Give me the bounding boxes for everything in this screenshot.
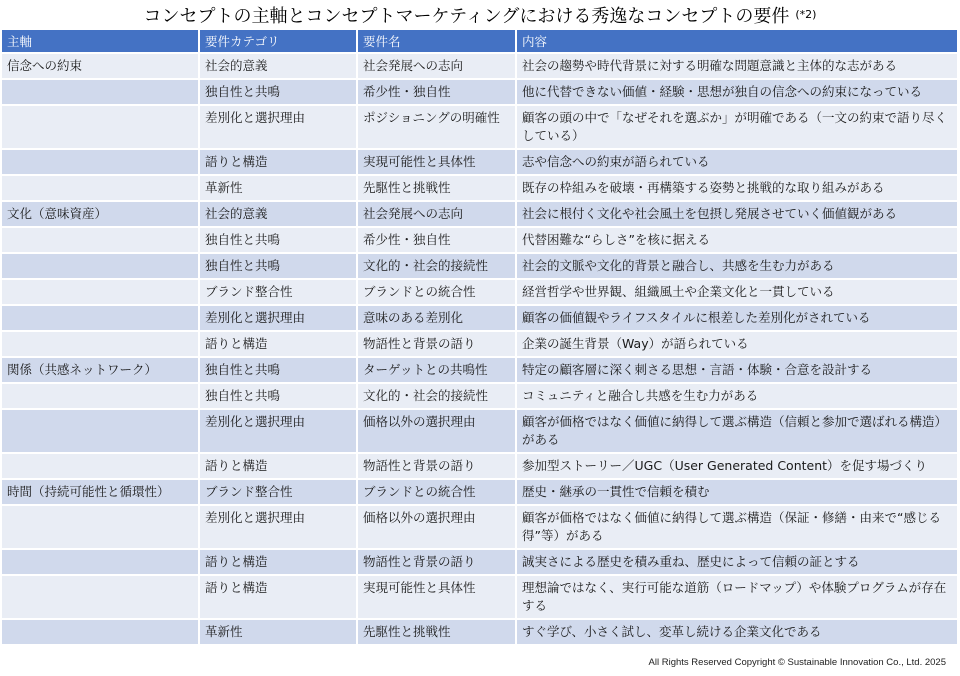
row-content-cell: 顧客の頭の中で「なぜそれを選ぶか」が明確である（一文の約束で語り尽くしている） bbox=[516, 105, 958, 149]
row-category-cell: 革新性 bbox=[199, 619, 357, 645]
row-content-cell: 顧客が価格ではなく価値に納得して選ぶ構造（信頼と参加で選ばれる構造）がある bbox=[516, 409, 958, 453]
page-title bbox=[0, 3, 960, 29]
table-row bbox=[2, 453, 958, 479]
row-requirement-cell: ブランドとの統合性 bbox=[357, 479, 516, 505]
title-footnote-mark: (*2) bbox=[795, 8, 817, 21]
row-content-cell: すぐ学び、小さく試し、変革し続ける企業文化である bbox=[516, 619, 958, 645]
table-row bbox=[2, 549, 958, 575]
row-category-cell: 差別化と選択理由 bbox=[199, 305, 357, 331]
row-category-cell: 社会的意義 bbox=[199, 53, 357, 79]
row-content-cell: 誠実さによる歴史を積み重ね、歴史によって信頼の証とする bbox=[516, 549, 958, 575]
row-requirement-cell: ブランドとの統合性 bbox=[357, 279, 516, 305]
header-axis: 主軸 bbox=[2, 30, 199, 53]
row-category-cell: 語りと構造 bbox=[199, 549, 357, 575]
row-content-cell: 歴史・継承の一貫性で信頼を積む bbox=[516, 479, 958, 505]
row-axis-cell: 時間（持続可能性と循環性） bbox=[2, 479, 199, 505]
row-axis-cell: 文化（意味資産） bbox=[2, 201, 199, 227]
table-row bbox=[2, 175, 958, 201]
table-row bbox=[2, 383, 958, 409]
row-content-cell: コミュニティと融合し共感を生む力がある bbox=[516, 383, 958, 409]
row-axis-cell bbox=[2, 619, 199, 645]
row-content-cell: 他に代替できない価値・経験・思想が独自の信念への約束になっている bbox=[516, 79, 958, 105]
row-category-cell: 独自性と共鳴 bbox=[199, 79, 357, 105]
row-axis-cell bbox=[2, 575, 199, 619]
header-requirement: 要件名 bbox=[357, 30, 516, 53]
table-row bbox=[2, 331, 958, 357]
row-category-cell: ブランド整合性 bbox=[199, 279, 357, 305]
title-text: コンセプトの主軸とコンセプトマーケティングにおける秀逸なコンセプトの要件 bbox=[143, 6, 790, 27]
row-requirement-cell: 意味のある差別化 bbox=[357, 305, 516, 331]
row-requirement-cell: 先駆性と挑戦性 bbox=[357, 619, 516, 645]
row-axis-cell bbox=[2, 79, 199, 105]
row-category-cell: 独自性と共鳴 bbox=[199, 383, 357, 409]
table-row bbox=[2, 619, 958, 645]
row-category-cell: 語りと構造 bbox=[199, 149, 357, 175]
row-category-cell: 語りと構造 bbox=[199, 453, 357, 479]
row-content-cell: 特定の顧客層に深く刺さる思想・言語・体験・合意を設計する bbox=[516, 357, 958, 383]
row-axis-cell bbox=[2, 305, 199, 331]
row-content-cell: 企業の誕生背景（Way）が語られている bbox=[516, 331, 958, 357]
row-axis-cell: 関係（共感ネットワーク） bbox=[2, 357, 199, 383]
row-requirement-cell: 先駆性と挑戦性 bbox=[357, 175, 516, 201]
row-requirement-cell: 物語性と背景の語り bbox=[357, 453, 516, 479]
row-axis-cell bbox=[2, 331, 199, 357]
row-category-cell: 革新性 bbox=[199, 175, 357, 201]
row-axis-cell bbox=[2, 279, 199, 305]
row-axis-cell bbox=[2, 453, 199, 479]
row-requirement-cell: ポジショニングの明確性 bbox=[357, 105, 516, 149]
header-content: 内容 bbox=[516, 30, 958, 53]
row-axis-cell bbox=[2, 505, 199, 549]
row-requirement-cell: 物語性と背景の語り bbox=[357, 331, 516, 357]
row-category-cell: 語りと構造 bbox=[199, 575, 357, 619]
row-axis-cell bbox=[2, 253, 199, 279]
row-content-cell: 社会の趨勢や時代背景に対する明確な問題意識と主体的な志がある bbox=[516, 53, 958, 79]
row-requirement-cell: 価格以外の選択理由 bbox=[357, 409, 516, 453]
row-category-cell: 独自性と共鳴 bbox=[199, 227, 357, 253]
row-requirement-cell: 価格以外の選択理由 bbox=[357, 505, 516, 549]
row-category-cell: 独自性と共鳴 bbox=[199, 357, 357, 383]
row-axis-cell bbox=[2, 383, 199, 409]
row-category-cell: ブランド整合性 bbox=[199, 479, 357, 505]
row-requirement-cell: 社会発展への志向 bbox=[357, 53, 516, 79]
row-content-cell: 志や信念への約束が語られている bbox=[516, 149, 958, 175]
table-row bbox=[2, 227, 958, 253]
table-row bbox=[2, 149, 958, 175]
table-row bbox=[2, 575, 958, 619]
row-requirement-cell: 文化的・社会的接続性 bbox=[357, 383, 516, 409]
row-requirement-cell: 社会発展への志向 bbox=[357, 201, 516, 227]
copyright-notice: All Rights Reserved Copyright © Sustainable Innovation Co., Ltd. 2025 bbox=[648, 657, 946, 668]
requirements-table bbox=[2, 30, 959, 646]
row-axis-cell bbox=[2, 227, 199, 253]
row-content-cell: 経営哲学や世界観、組織風土や企業文化と一貫している bbox=[516, 279, 958, 305]
row-content-cell: 顧客の価値観やライフスタイルに根差した差別化がされている bbox=[516, 305, 958, 331]
row-content-cell: 社会的文脈や文化的背景と融合し、共感を生む力がある bbox=[516, 253, 958, 279]
table-row bbox=[2, 201, 958, 227]
row-content-cell: 社会に根付く文化や社会風土を包摂し発展させていく価値観がある bbox=[516, 201, 958, 227]
row-content-cell: 理想論ではなく、実行可能な道筋（ロードマップ）や体験プログラムが存在する bbox=[516, 575, 958, 619]
row-axis-cell bbox=[2, 409, 199, 453]
table-row bbox=[2, 253, 958, 279]
row-content-cell: 既存の枠組みを破壊・再構築する姿勢と挑戦的な取り組みがある bbox=[516, 175, 958, 201]
row-requirement-cell: 実現可能性と具体性 bbox=[357, 575, 516, 619]
row-axis-cell bbox=[2, 149, 199, 175]
row-category-cell: 差別化と選択理由 bbox=[199, 505, 357, 549]
table-row bbox=[2, 409, 958, 453]
row-content-cell: 代替困難な“らしさ”を核に据える bbox=[516, 227, 958, 253]
row-axis-cell bbox=[2, 105, 199, 149]
row-axis-cell bbox=[2, 175, 199, 201]
row-content-cell: 顧客が価格ではなく価値に納得して選ぶ構造（保証・修繕・由来で“感じる得”等）がある bbox=[516, 505, 958, 549]
table-row bbox=[2, 279, 958, 305]
table-row bbox=[2, 53, 958, 79]
row-axis-cell bbox=[2, 549, 199, 575]
row-requirement-cell: 実現可能性と具体性 bbox=[357, 149, 516, 175]
row-category-cell: 差別化と選択理由 bbox=[199, 105, 357, 149]
row-requirement-cell: 物語性と背景の語り bbox=[357, 549, 516, 575]
row-requirement-cell: 文化的・社会的接続性 bbox=[357, 253, 516, 279]
row-requirement-cell: 希少性・独自性 bbox=[357, 227, 516, 253]
row-requirement-cell: 希少性・独自性 bbox=[357, 79, 516, 105]
header-category: 要件カテゴリ bbox=[199, 30, 357, 53]
table-row bbox=[2, 479, 958, 505]
row-category-cell: 社会的意義 bbox=[199, 201, 357, 227]
table-row bbox=[2, 357, 958, 383]
row-requirement-cell: ターゲットとの共鳴性 bbox=[357, 357, 516, 383]
row-axis-cell: 信念への約束 bbox=[2, 53, 199, 79]
table-body bbox=[2, 53, 958, 645]
table-row bbox=[2, 105, 958, 149]
table-row bbox=[2, 505, 958, 549]
table-row bbox=[2, 305, 958, 331]
table-row bbox=[2, 79, 958, 105]
row-category-cell: 差別化と選択理由 bbox=[199, 409, 357, 453]
row-content-cell: 参加型ストーリー／UGC（User Generated Content）を促す場づくり bbox=[516, 453, 958, 479]
row-category-cell: 語りと構造 bbox=[199, 331, 357, 357]
row-category-cell: 独自性と共鳴 bbox=[199, 253, 357, 279]
table-header-row bbox=[2, 30, 958, 53]
